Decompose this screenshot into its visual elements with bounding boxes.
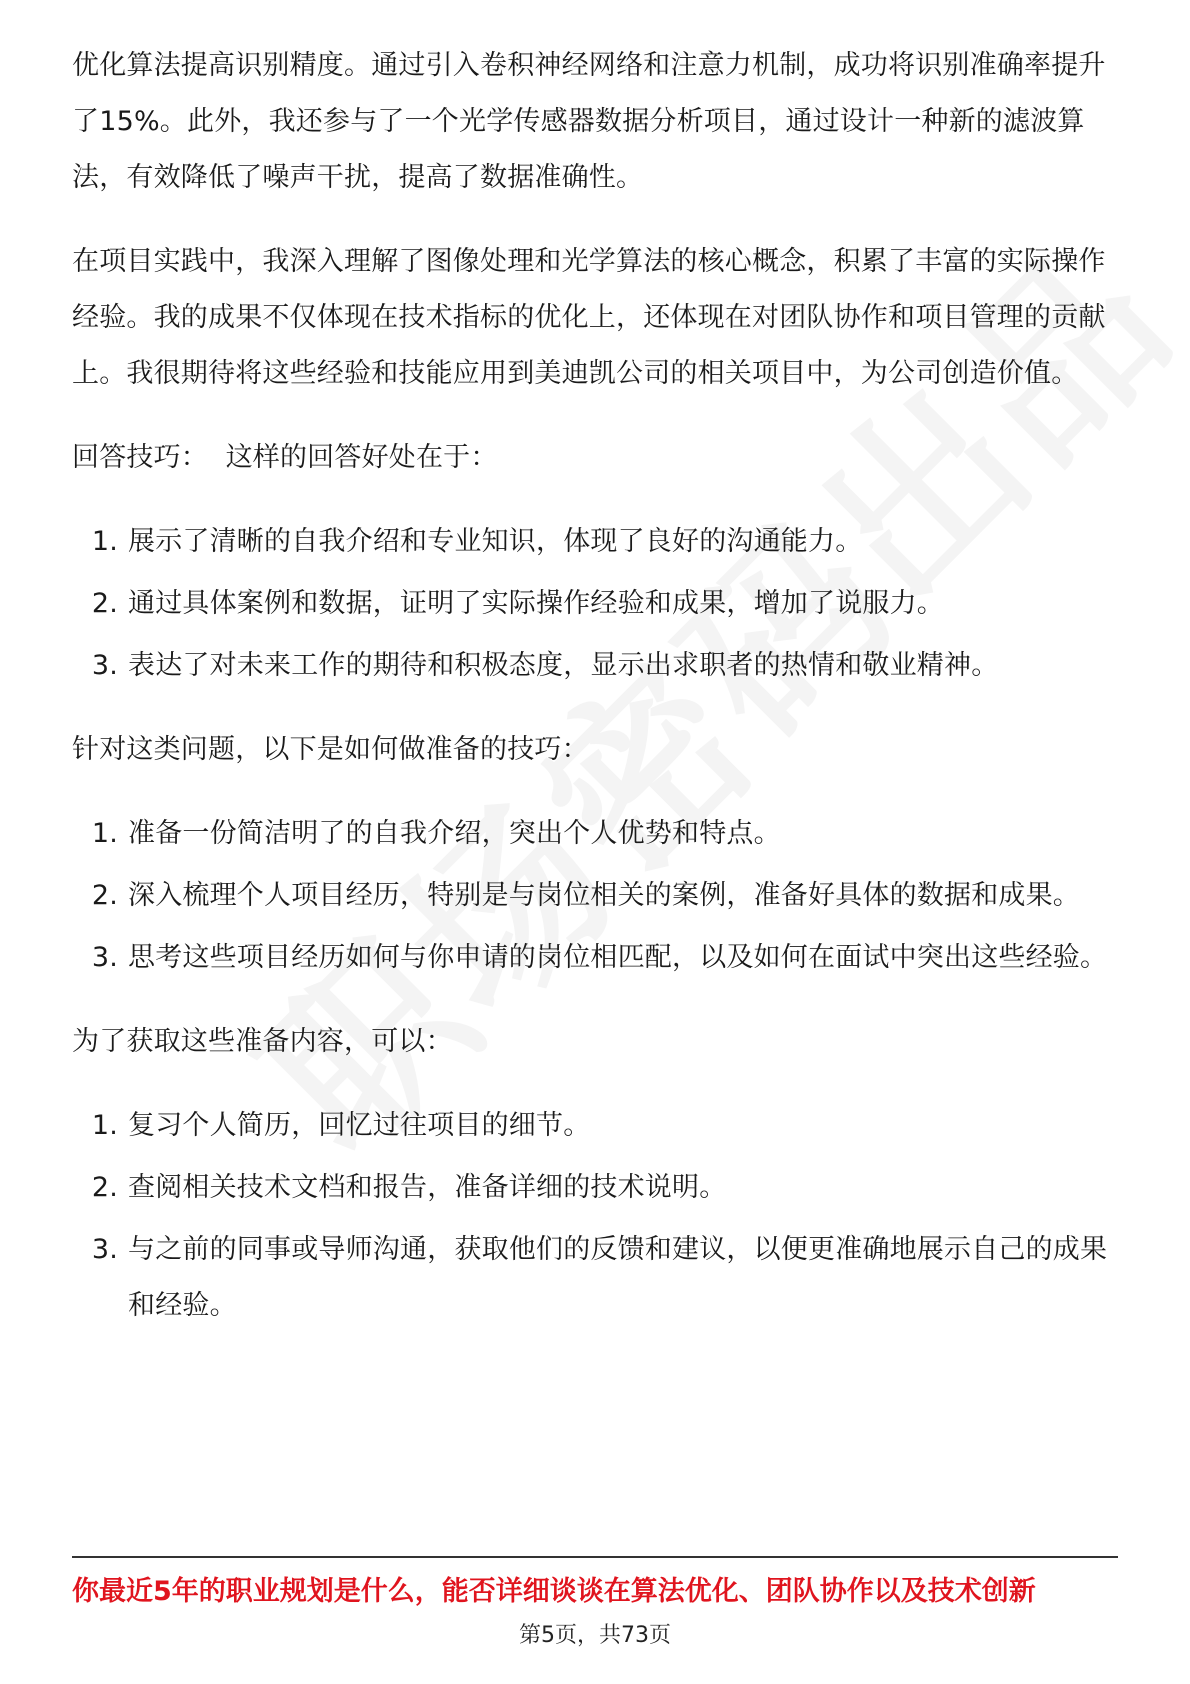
list-item-number: 3.	[91, 942, 118, 973]
paragraph-project-practice: 在项目实践中，我深入理解了图像处理和光学算法的核心概念，积累了丰富的实际操作经验。我的成果不仅体现在技术指标的优化上，还体现在对团队协作和项目管理的贡献上。我很期待将这些经验和技能应用到美迪凯公司的相关项目中，为公司创造价值。	[72, 246, 1106, 389]
prep-heading: 针对这类问题，以下是如何做准备的技巧：	[72, 734, 589, 765]
prep-list	[72, 806, 1118, 986]
gather-list	[72, 1098, 1118, 1334]
list-item	[72, 1160, 1118, 1216]
list-item-text: 深入梳理个人项目经历，特别是与岗位相关的案例，准备好具体的数据和成果。	[128, 880, 1080, 911]
list-item	[72, 806, 1118, 862]
footer-question: 你最近5年的职业规划是什么，能否详细谈谈在算法优化、团队协作以及技术创新	[72, 1576, 1036, 1607]
list-item-text: 思考这些项目经历如何与你申请的岗位相匹配，以及如何在面试中突出这些经验。	[128, 942, 1108, 973]
list-item-number: 2.	[91, 588, 118, 619]
list-item-number: 2.	[91, 1172, 118, 1203]
list-item-number: 3.	[91, 650, 118, 681]
list-item	[72, 576, 1118, 632]
list-item	[72, 638, 1118, 694]
list-item	[72, 868, 1118, 924]
gather-heading: 为了获取这些准备内容，可以：	[72, 1026, 453, 1057]
page-number: 第5页，共73页	[519, 1623, 671, 1648]
list-item-text: 展示了清晰的自我介绍和专业知识，体现了良好的沟通能力。	[128, 526, 863, 557]
list-item	[72, 514, 1118, 570]
list-item-text: 通过具体案例和数据，证明了实际操作经验和成果，增加了说服力。	[128, 588, 944, 619]
list-item	[72, 1222, 1118, 1334]
footer-divider	[72, 1556, 1118, 1558]
paragraph-project-details: 优化算法提高识别精度。通过引入卷积神经网络和注意力机制，成功将识别准确率提升了15%。此外，我还参与了一个光学传感器数据分析项目，通过设计一种新的滤波算法，有效降低了噪声干扰，提高了数据准确性。	[72, 50, 1106, 193]
list-item-number: 1.	[91, 1110, 118, 1141]
list-item	[72, 1098, 1118, 1154]
list-item-number: 2.	[91, 880, 118, 911]
tips-heading: 回答技巧： 这样的回答好处在于：	[72, 442, 498, 473]
list-item-text: 与之前的同事或导师沟通，获取他们的反馈和建议，以便更准确地展示自己的成果和经验。	[128, 1234, 1108, 1321]
list-item-number: 1.	[91, 526, 118, 557]
list-item-text: 查阅相关技术文档和报告，准备详细的技术说明。	[128, 1172, 727, 1203]
tips-list	[72, 514, 1118, 694]
document-page	[72, 38, 1118, 1362]
list-item-number: 1.	[91, 818, 118, 849]
list-item	[72, 930, 1118, 986]
list-item-number: 3.	[91, 1234, 118, 1265]
list-item-text: 复习个人简历，回忆过往项目的细节。	[128, 1110, 591, 1141]
list-item-text: 表达了对未来工作的期待和积极态度，显示出求职者的热情和敬业精神。	[128, 650, 999, 681]
list-item-text: 准备一份简洁明了的自我介绍，突出个人优势和特点。	[128, 818, 781, 849]
